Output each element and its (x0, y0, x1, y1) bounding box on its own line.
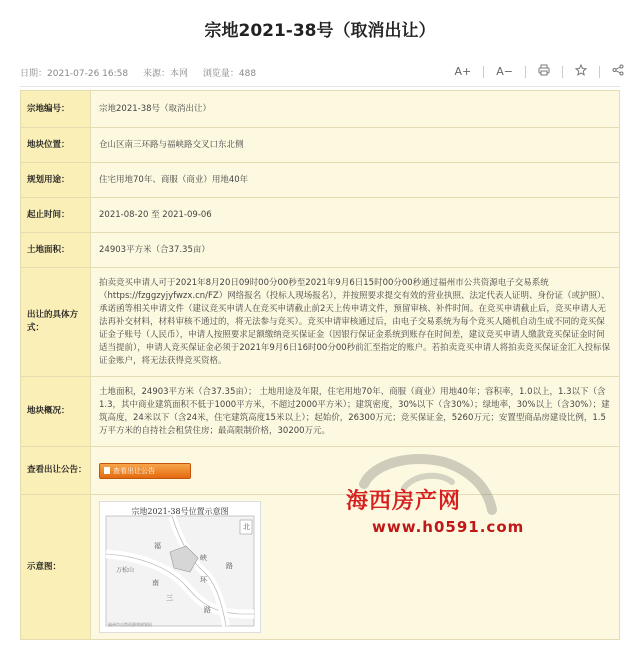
area-label: 土地面积： (21, 233, 91, 268)
toolbar-divider (483, 66, 484, 78)
watermark-text: 海西房产网 (346, 489, 462, 514)
area-value: 24903平方米（合37.35亩） (91, 233, 620, 268)
printer-icon[interactable] (538, 64, 550, 79)
date-value: 2021-07-26 16:58 (47, 69, 129, 79)
location-map (99, 501, 261, 633)
views-meta (203, 69, 256, 79)
method-label: 出让的具体方式： (21, 268, 91, 377)
toolbar-divider (599, 66, 600, 78)
map-road-label: 峡 (200, 554, 207, 562)
table-row (21, 91, 620, 128)
period-value: 2021-08-20 至 2021-09-06 (91, 198, 620, 233)
toolbar-divider (562, 66, 563, 78)
table-row (21, 163, 620, 198)
views-value: 488 (238, 69, 257, 79)
period-label: 起止时间： (21, 198, 91, 233)
map-road-label: 三 (166, 594, 173, 602)
toolbar-divider (525, 66, 526, 78)
table-row (21, 495, 620, 640)
source-label: 来源： (143, 69, 171, 79)
table-row (21, 198, 620, 233)
map-road-label: 南 (152, 579, 159, 587)
date-label: 日期： (20, 69, 48, 79)
article-toolbar (455, 64, 625, 79)
font-increase-button[interactable]: A+ (454, 65, 472, 78)
usage-value: 住宅用地70年、商服（商业）用地40年 (91, 163, 620, 198)
usage-label: 规划用途： (21, 163, 91, 198)
table-row (21, 128, 620, 163)
map-road-label: 福 (154, 542, 161, 550)
document-icon (104, 467, 110, 474)
north-label: 北 (243, 523, 250, 531)
views-label: 浏览量： (202, 69, 239, 79)
notice-label: 查看出让公告： (21, 447, 91, 495)
source-value: 本网 (170, 69, 189, 79)
share-icon[interactable] (612, 64, 624, 79)
location-value: 仓山区南三环路与福峡路交叉口东北侧 (91, 128, 620, 163)
view-notice-button-label: 查看出让公告 (113, 466, 155, 475)
method-value: 拍卖竞买申请人可于2021年8月20日09时00分00秒至2021年9月6日15时00分00秒通过福州市公共资源电子交易系统（https://fzggzyjyfwzx.cn/FZ）网络报名（投标人现场报名），并按照要求提交有效的营业执照、法定代表人证明、身份证（或护照）、承诺函等相关申请文件（建议竞买申请人在竞买申请截止前2天上传申请文件，预留审核、补件时间。在竞买申请截止后，竞买申请人无法再补交材料，材料审核不通过的，将无法参与竞买）。竞买申请审核通过后，由电子交易系统为每个竞买人随机自动生成不同的竞买保证金子账号（人民币），申请人按照要求足额缴纳竞买保证金（因银行保证金系统到账存在时间差，建议竞买申请人缴款竞买保证金时间适当提前），申请人竞买保证金必须于2021年9月6日16时00分00秒前汇至指定的账户。若拍卖竞买申请人将拍卖竞买保证金汇入投标保证金账户，将无法获得竞买资格。 (91, 268, 620, 377)
star-icon[interactable] (575, 64, 587, 79)
table-row (21, 377, 620, 447)
overview-value: 土地面积，24903平方米（合37.35亩）； 土地用途及年限，住宅用地70年、商服（商业）用地40年；容积率，1.0以上，1.3以下（含1.3，其中商业建筑面积不低于1000平方米，不超过2000平方米）；建筑密度，30%以下（含30%）；绿地率，30%以上（含30%）；建筑高度，24米以下（含24米，住宅建筑高度15米以上）；起始价，26300万元；竞买保证金，5260万元；安置型商品房建设比例，1.5万平方米的自持社会租赁住房；最高限制价格，30200万元。 (91, 377, 620, 447)
location-label: 地块位置： (21, 128, 91, 163)
map-road-label: 路 (226, 562, 233, 570)
map-credit: 福州市自然资源和规划局 (108, 622, 152, 627)
table-row (21, 233, 620, 268)
parcel-info-table (20, 90, 620, 640)
table-row (21, 268, 620, 377)
view-notice-button[interactable] (99, 463, 191, 479)
date-meta (20, 69, 128, 79)
overview-label: 地块概况： (21, 377, 91, 447)
table-row (21, 447, 620, 495)
diagram-label: 示意图： (21, 495, 91, 640)
map-area-label: 万松山 (116, 567, 135, 574)
page-title: 宗地2021-38号（取消出让） (204, 21, 436, 41)
map-title: 宗地2021-38号位置示意图 (131, 507, 229, 516)
map-road-label: 环 (200, 576, 207, 584)
map-road-label: 路 (204, 606, 211, 614)
parcel-no-label: 宗地编号： (21, 91, 91, 128)
header-divider (20, 86, 620, 87)
source-meta (143, 69, 188, 79)
watermark-url: www.h0591.com (372, 518, 525, 536)
font-decrease-button[interactable]: A− (496, 65, 513, 78)
parcel-no-value: 宗地2021-38号（取消出让） (91, 91, 620, 128)
